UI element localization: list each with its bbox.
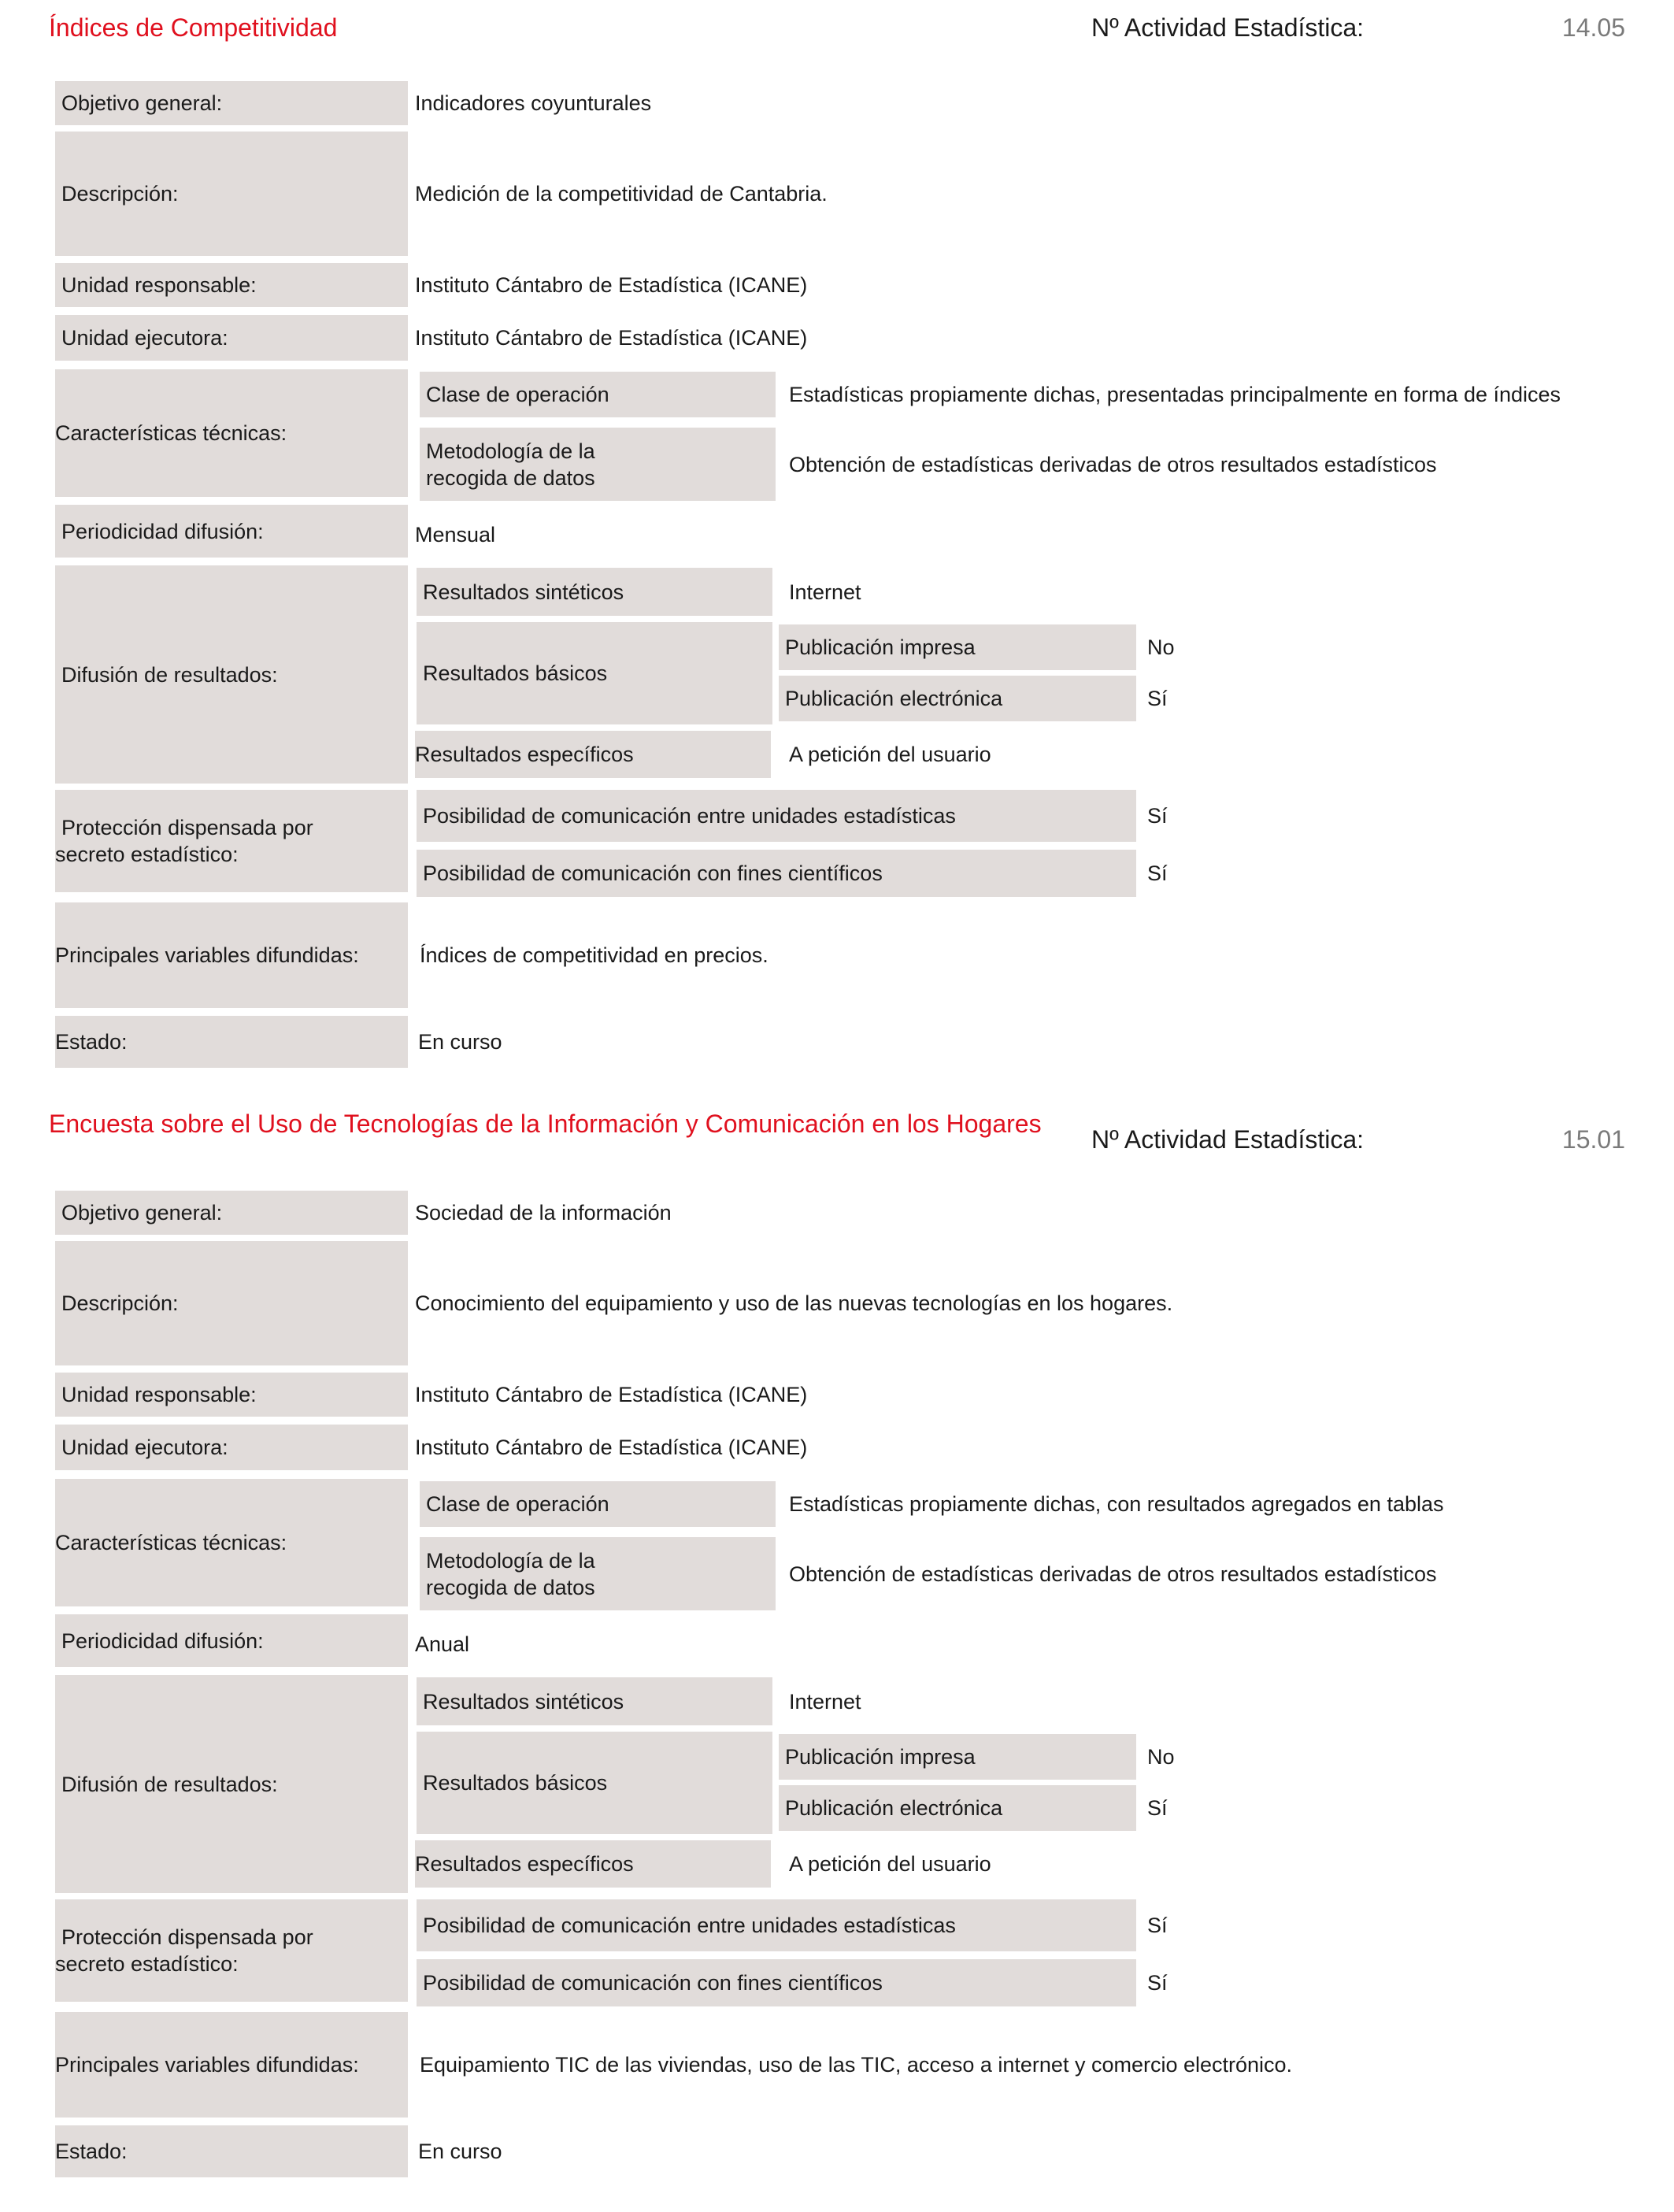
clase-operacion-value: Estadísticas propiamente dichas, con resultados agregados en tablas: [789, 1492, 1444, 1516]
objetivo-general-value: Sociedad de la información: [415, 1201, 672, 1225]
comunicacion-unidades-label: Posibilidad de comunicación entre unidades estadísticas: [417, 790, 1136, 842]
comunicacion-cientificos-value: Sí: [1147, 861, 1168, 885]
periodicidad-value: Mensual: [415, 523, 496, 547]
proteccion-label-line: Protección dispensada por: [61, 1925, 313, 1949]
metodologia-label: [420, 1537, 776, 1610]
objetivo-general-label: Objetivo general:: [55, 81, 408, 125]
unidad-responsable-value: Instituto Cántabro de Estadística (ICANE): [415, 273, 808, 297]
unidad-ejecutora-label: Unidad ejecutora:: [55, 315, 408, 361]
statistical-activity-block: [0, 0, 1674, 1102]
publicacion-impresa-label: Publicación impresa: [779, 1734, 1136, 1780]
descripcion-value: Medición de la competitividad de Cantabria.: [415, 182, 828, 206]
activity-number: 14.05: [1561, 13, 1625, 42]
unidad-ejecutora-value: Instituto Cántabro de Estadística (ICANE): [415, 1436, 808, 1459]
proteccion-label: [55, 1899, 408, 2002]
resultados-sinteticos-label: Resultados sintéticos: [417, 568, 772, 616]
metodologia-label-line: recogida de datos: [426, 1575, 595, 1599]
metodologia-value: Obtención de estadísticas derivadas de otros resultados estadísticos: [789, 1562, 1437, 1586]
comunicacion-cientificos-value: Sí: [1147, 1971, 1168, 1995]
objetivo-general-label: Objetivo general:: [55, 1191, 408, 1235]
objetivo-general-value: Indicadores coyunturales: [415, 91, 652, 115]
difusion-label: Difusión de resultados:: [55, 1675, 408, 1893]
unidad-responsable-value: Instituto Cántabro de Estadística (ICANE): [415, 1383, 808, 1406]
clase-operacion-label: Clase de operación: [420, 1481, 776, 1527]
periodicidad-label: Periodicidad difusión:: [55, 505, 408, 558]
publicacion-electronica-value: Sí: [1147, 687, 1168, 710]
estado-label: Estado:: [55, 1016, 408, 1068]
publicacion-electronica-label: Publicación electrónica: [779, 1785, 1136, 1831]
unidad-responsable-label: Unidad responsable:: [55, 263, 408, 307]
estado-value: En curso: [418, 1030, 502, 1054]
difusion-label: Difusión de resultados:: [55, 565, 408, 784]
metodologia-label: [420, 428, 776, 501]
activity-title: Encuesta sobre el Uso de Tecnologías de la Información y Comunicación en los Hogares: [49, 1110, 1042, 1138]
clase-operacion-value: Estadísticas propiamente dichas, presentadas principalmente en forma de índices: [789, 383, 1561, 406]
publicacion-impresa-value: No: [1147, 635, 1175, 659]
publicacion-impresa-label: Publicación impresa: [779, 624, 1136, 670]
comunicacion-unidades-value: Sí: [1147, 804, 1168, 828]
variables-value: Equipamiento TIC de las viviendas, uso de las TIC, acceso a internet y comercio electrónico.: [420, 2053, 1293, 2077]
unidad-ejecutora-label: Unidad ejecutora:: [55, 1425, 408, 1470]
resultados-especificos-label: Resultados específicos: [415, 1840, 771, 1888]
activity-number: 15.01: [1561, 1125, 1625, 1154]
resultados-sinteticos-label: Resultados sintéticos: [417, 1677, 772, 1725]
proteccion-label: [55, 790, 408, 892]
metodologia-value: Obtención de estadísticas derivadas de otros resultados estadísticos: [789, 452, 1437, 476]
activity-number-label: Nº Actividad Estadística:: [1091, 13, 1365, 42]
periodicidad-label: Periodicidad difusión:: [55, 1614, 408, 1667]
comunicacion-unidades-label: Posibilidad de comunicación entre unidades estadísticas: [417, 1899, 1136, 1951]
proteccion-label-line: secreto estadístico:: [55, 843, 239, 866]
variables-value: Índices de competitividad en precios.: [420, 943, 768, 967]
metodologia-label-line: Metodología de la: [426, 439, 595, 463]
resultados-especificos-label: Resultados específicos: [415, 731, 771, 778]
resultados-especificos-value: A petición del usuario: [789, 1852, 991, 1876]
resultados-sinteticos-value: Internet: [789, 580, 861, 604]
estado-label: Estado:: [55, 2125, 408, 2177]
activity-title: Índices de Competitividad: [49, 13, 338, 42]
descripcion-label: Descripción:: [55, 1241, 408, 1365]
statistical-activity-block: [0, 1110, 1674, 2212]
periodicidad-value: Anual: [415, 1632, 470, 1656]
comunicacion-unidades-value: Sí: [1147, 1914, 1168, 1937]
publicacion-electronica-value: Sí: [1147, 1796, 1168, 1820]
publicacion-electronica-label: Publicación electrónica: [779, 676, 1136, 721]
resultados-sinteticos-value: Internet: [789, 1689, 861, 1714]
proteccion-label-line: Protección dispensada por: [61, 816, 313, 839]
caracteristicas-label: Características técnicas:: [55, 369, 408, 497]
comunicacion-cientificos-label: Posibilidad de comunicación con fines científicos: [417, 1959, 1136, 2006]
variables-label: Principales variables difundidas:: [55, 2012, 408, 2118]
metodologia-label-line: Metodología de la: [426, 1548, 595, 1573]
caracteristicas-label: Características técnicas:: [55, 1479, 408, 1606]
descripcion-value: Conocimiento del equipamiento y uso de las nuevas tecnologías en los hogares.: [415, 1291, 1173, 1315]
resultados-especificos-value: A petición del usuario: [789, 743, 991, 766]
unidad-responsable-label: Unidad responsable:: [55, 1373, 408, 1417]
metodologia-label-line: recogida de datos: [426, 465, 595, 490]
resultados-basicos-label: Resultados básicos: [417, 622, 772, 724]
publicacion-impresa-value: No: [1147, 1745, 1175, 1769]
comunicacion-cientificos-label: Posibilidad de comunicación con fines científicos: [417, 850, 1136, 897]
unidad-ejecutora-value: Instituto Cántabro de Estadística (ICANE): [415, 326, 808, 350]
clase-operacion-label: Clase de operación: [420, 372, 776, 417]
resultados-basicos-label: Resultados básicos: [417, 1732, 772, 1834]
estado-value: En curso: [418, 2140, 502, 2163]
descripcion-label: Descripción:: [55, 132, 408, 256]
activity-number-label: Nº Actividad Estadística:: [1091, 1125, 1365, 1154]
variables-label: Principales variables difundidas:: [55, 902, 408, 1008]
proteccion-label-line: secreto estadístico:: [55, 1952, 239, 1976]
